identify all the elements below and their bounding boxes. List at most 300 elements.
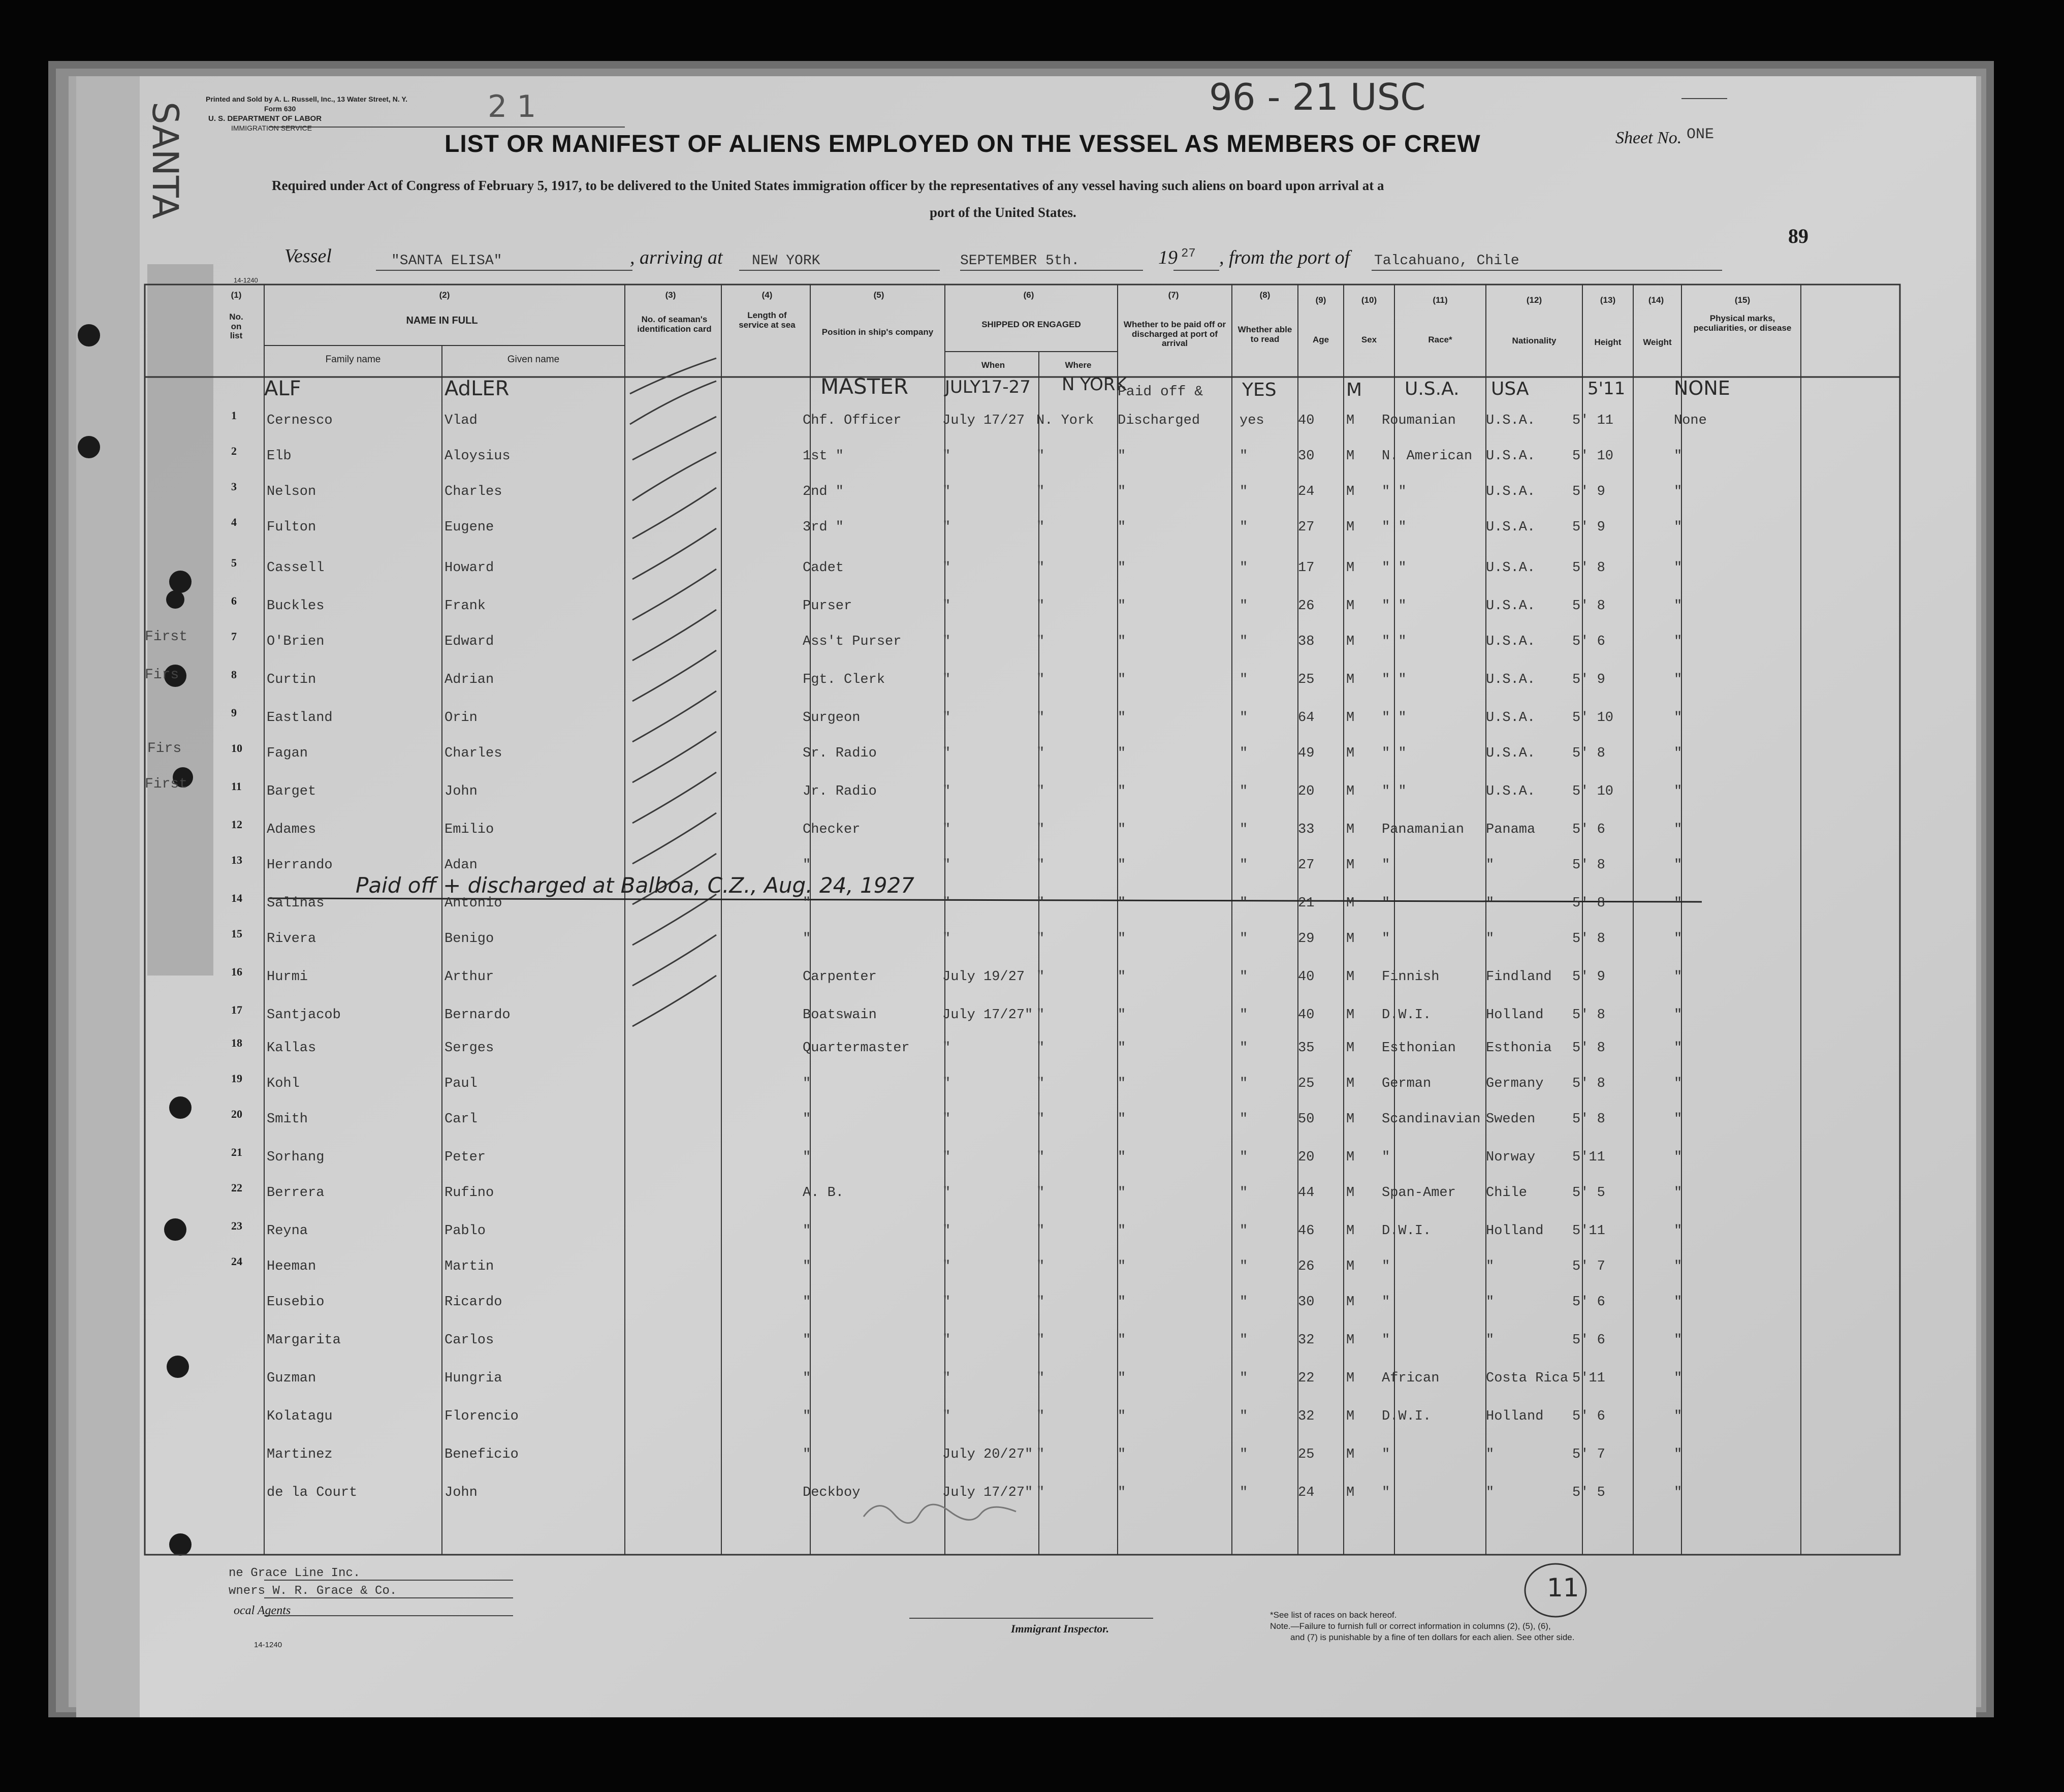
cell-age: 50 [1298,1112,1315,1127]
cell-shipped-where: " [1036,896,1045,911]
cell-sex: M [1346,822,1355,837]
cell-row-number: 19 [231,1072,242,1085]
cell-family-name: Cassell [267,560,325,576]
cell-able-to-read: " [1240,822,1248,837]
cell-height: 5' 10 [1572,449,1614,464]
from-label: , from the port of [1219,247,1350,268]
cell-position: " [803,858,811,873]
cell-nationality: " [1486,1259,1495,1274]
cell-position: Carpenter [803,969,877,985]
cell-row-number: 17 [231,1003,242,1016]
cell-able-to-read: " [1240,1371,1248,1386]
cell-sex: M [1346,1112,1355,1127]
cell-given-name: Serges [444,1041,494,1056]
col-num-11: (11) [1433,295,1448,305]
cell-position: " [803,1295,811,1310]
cell-able-to-read: " [1240,1041,1248,1056]
master-given: AdLER [444,377,510,400]
cell-nationality: U.S.A. [1486,710,1536,726]
col-num-14: (14) [1648,295,1664,305]
cell-race: " [1382,858,1390,873]
cell-able-to-read: " [1240,1485,1248,1500]
cell-age: 46 [1298,1223,1315,1239]
cell-paid-off: " [1118,746,1126,761]
cell-physical-marks: " [1674,484,1682,499]
department: U. S. DEPARTMENT OF LABOR [208,114,322,123]
cell-shipped-where: " [1036,599,1045,614]
master-nationality: USA [1491,379,1529,399]
cell-age: 64 [1298,710,1315,726]
cell-paid-off: " [1118,1371,1126,1386]
cell-physical-marks: " [1674,1112,1682,1127]
cell-given-name: Edward [444,634,494,649]
cell-able-to-read: " [1240,746,1248,761]
cell-paid-off: " [1118,1112,1126,1127]
cell-family-name: Reyna [267,1223,308,1239]
cell-shipped-when: " [942,784,951,799]
col12-header: Nationality [1512,336,1557,345]
cell-race: " [1382,1295,1390,1310]
cell-row-number: 16 [231,965,242,978]
cell-row-number: 12 [231,818,242,831]
cell-sex: M [1346,413,1355,428]
cell-family-name: Santjacob [267,1008,341,1023]
inspector-label: Immigrant Inspector. [1011,1622,1109,1635]
cell-height: 5' 5 [1572,1485,1605,1500]
cell-height: 5' 8 [1572,858,1605,873]
cell-shipped-when: " [942,1259,951,1274]
cell-nationality: Holland [1486,1008,1544,1023]
col-num-6: (6) [1023,290,1034,300]
cell-age: 25 [1298,672,1315,687]
master-paid: Paid off & [1118,384,1203,400]
cell-race: Finnish [1382,969,1440,985]
cell-height: 5' 10 [1572,784,1614,799]
cell-shipped-where: " [1036,484,1045,499]
cell-shipped-where: " [1036,822,1045,837]
cell-nationality: Norway [1486,1150,1536,1165]
cell-physical-marks: " [1674,822,1682,837]
cell-height: 5' 9 [1572,484,1605,499]
footer-note-1: *See list of races on back hereof. [1270,1610,1397,1620]
cell-physical-marks: " [1674,599,1682,614]
cell-shipped-where: " [1036,858,1045,873]
cell-paid-off: " [1118,672,1126,687]
cell-physical-marks: " [1674,1223,1682,1239]
cell-row-number: 13 [231,854,242,866]
footer-form-code: 14-1240 [254,1641,282,1649]
cell-physical-marks: " [1674,1185,1682,1201]
col-num-10: (10) [1361,295,1377,305]
col-num-5: (5) [873,290,884,300]
cell-given-name: Frank [444,599,486,614]
cell-sex: M [1346,1041,1355,1056]
cell-given-name: Carlos [444,1333,494,1348]
cell-shipped-when: " [942,1223,951,1239]
cell-paid-off: " [1118,449,1126,464]
cell-physical-marks: " [1674,1295,1682,1310]
cell-age: 32 [1298,1333,1315,1348]
from-port: Talcahuano, Chile [1374,253,1519,269]
cell-given-name: Benigo [444,931,494,947]
cell-paid-off: " [1118,560,1126,576]
cell-given-name: Bernardo [444,1008,511,1023]
cell-age: 25 [1298,1076,1315,1091]
col15-header: Physical marks, peculiarities, or disease [1693,313,1792,333]
owners-line: wners W. R. Grace & Co. [229,1584,397,1598]
cell-race: " " [1382,634,1407,649]
cell-age: 33 [1298,822,1315,837]
col-num-2: (2) [439,290,450,300]
cell-height: 5'11 [1572,1223,1605,1239]
cell-height: 5' 6 [1572,1409,1605,1424]
cell-shipped-where: " [1036,520,1045,535]
cell-shipped-when: " [942,1371,951,1386]
cell-height: 5' 7 [1572,1447,1605,1462]
cell-paid-off: " [1118,634,1126,649]
cell-able-to-read: " [1240,1295,1248,1310]
cell-given-name: Antonio [444,896,502,911]
cell-paid-off: " [1118,1259,1126,1274]
cell-given-name: Martin [444,1259,494,1274]
col11-header: Race* [1428,335,1452,344]
cell-shipped-when: " [942,710,951,726]
cell-height: 5' 9 [1572,672,1605,687]
cell-paid-off: Discharged [1118,413,1200,428]
cell-shipped-when: July 17/27" [942,1485,1033,1500]
cell-shipped-where: " [1036,560,1045,576]
cell-position: A. B. [803,1185,844,1201]
cell-shipped-where: " [1036,746,1045,761]
cell-race: " " [1382,520,1407,535]
cell-position: Chf. Officer [803,413,902,428]
cell-shipped-when: July 20/27" [942,1447,1033,1462]
form-code: 14-1240 [234,276,258,284]
cell-shipped-where: " [1036,1076,1045,1091]
col4-header: Length of service at sea [739,310,796,330]
cell-shipped-when: " [942,1041,951,1056]
cell-age: 26 [1298,599,1315,614]
cell-given-name: Adrian [444,672,494,687]
cell-row-number: 4 [231,516,237,528]
cell-nationality: " [1486,1295,1495,1310]
col-num-15: (15) [1734,295,1751,305]
master-family: ALF [264,377,301,400]
cell-race: " [1382,1150,1390,1165]
cell-given-name: Emilio [444,822,494,837]
cell-age: 40 [1298,413,1315,428]
cell-shipped-where: " [1036,1333,1045,1348]
cell-age: 30 [1298,1295,1315,1310]
cell-shipped-when: " [942,599,951,614]
cell-race: " [1382,1259,1390,1274]
cell-row-number: 2 [231,445,237,457]
cell-able-to-read: " [1240,931,1248,947]
cell-race: Scandinavian [1382,1112,1481,1127]
cell-physical-marks: " [1674,969,1682,985]
cell-paid-off: " [1118,784,1126,799]
cell-position: " [803,1371,811,1386]
cell-given-name: Pablo [444,1223,486,1239]
cell-paid-off: " [1118,599,1126,614]
cell-shipped-when: " [942,1150,951,1165]
cell-nationality: Esthonia [1486,1041,1552,1056]
cell-height: 5' 8 [1572,931,1605,947]
cell-age: 24 [1298,1485,1315,1500]
subtitle-line-2: port of the United States. [930,205,1076,220]
cell-race: African [1382,1371,1440,1386]
margin-note-3: Firs [147,741,182,757]
cell-race: German [1382,1076,1432,1091]
cell-family-name: Curtin [267,672,316,687]
cell-age: 21 [1298,896,1315,911]
cell-family-name: Hurmi [267,969,308,985]
cell-nationality: U.S.A. [1486,484,1536,499]
family-name-header: Family name [325,354,381,365]
cell-sex: M [1346,896,1355,911]
cell-shipped-when: " [942,931,951,947]
cell-position: Deckboy [803,1485,861,1500]
cell-family-name: Berrera [267,1185,325,1201]
cell-age: 32 [1298,1409,1315,1424]
cell-paid-off: " [1118,520,1126,535]
cell-nationality: " [1486,858,1495,873]
cell-sex: M [1346,449,1355,464]
cell-given-name: Hungria [444,1371,502,1386]
cell-physical-marks: " [1674,1041,1682,1056]
cell-sex: M [1346,484,1355,499]
cell-age: 40 [1298,969,1315,985]
cell-shipped-when: July 17/27 [942,413,1025,428]
cell-nationality: Holland [1486,1223,1544,1239]
cell-race: " " [1382,484,1407,499]
cell-position: Boatswain [803,1008,877,1023]
damaged-area [147,264,213,976]
cell-physical-marks: " [1674,784,1682,799]
cell-position: " [803,1447,811,1462]
cell-physical-marks: " [1674,710,1682,726]
cell-sex: M [1346,560,1355,576]
company-line: ne Grace Line Inc. [229,1566,361,1580]
cell-family-name: Rivera [267,931,316,947]
cell-shipped-where: " [1036,710,1045,726]
cell-shipped-where: " [1036,1485,1045,1500]
cell-able-to-read: " [1240,449,1248,464]
cell-given-name: Charles [444,746,502,761]
spine-lettering: SANTA [144,102,186,219]
col14-header: Weight [1643,337,1672,347]
cell-nationality: U.S.A. [1486,746,1536,761]
cell-able-to-read: " [1240,784,1248,799]
cell-paid-off: " [1118,1008,1126,1023]
cell-given-name: Rufino [444,1185,494,1201]
cell-family-name: Nelson [267,484,316,499]
cell-family-name: Herrando [267,858,333,873]
cell-position: 3rd " [803,520,844,535]
cell-given-name: John [444,1485,478,1500]
cell-age: 17 [1298,560,1315,576]
when-header: When [981,360,1005,370]
discharge-note: Paid off + discharged at Balboa, C.Z., Aug. 24, 1927 [356,873,914,898]
cell-row-number: 3 [231,480,237,493]
cell-sex: M [1346,1409,1355,1424]
cell-age: 30 [1298,449,1315,464]
cell-shipped-when: " [942,634,951,649]
cell-shipped-where: " [1036,634,1045,649]
col6-header: SHIPPED OR ENGAGED [981,320,1081,329]
cell-family-name: Guzman [267,1371,316,1386]
cell-row-number: 18 [231,1036,242,1049]
cell-physical-marks: " [1674,1333,1682,1348]
cell-able-to-read: " [1240,896,1248,911]
cell-row-number: 7 [231,630,237,643]
binding-strip [76,76,140,1717]
cell-race: " [1382,896,1390,911]
cell-shipped-where: " [1036,1447,1045,1462]
cell-paid-off: " [1118,1485,1126,1500]
annotation-top: 96 - 21 USC [1209,76,1426,118]
cell-height: 5' 11 [1572,413,1614,428]
cell-nationality: U.S.A. [1486,634,1536,649]
cell-nationality: Holland [1486,1409,1544,1424]
cell-race: " " [1382,746,1407,761]
cell-shipped-when: July 19/27 [942,969,1025,985]
cell-paid-off: " [1118,896,1126,911]
cell-height: 5' 8 [1572,1076,1605,1091]
cell-race: " [1382,1447,1390,1462]
cell-sex: M [1346,1150,1355,1165]
cell-race: Panamanian [1382,822,1465,837]
form-number: Form 630 [264,105,296,113]
cell-physical-marks: " [1674,931,1682,947]
cell-sex: M [1346,1333,1355,1348]
cell-position: Purser [803,599,852,614]
cell-paid-off: " [1118,1333,1126,1348]
cell-nationality: U.S.A. [1486,560,1536,576]
cell-height: 5' 6 [1572,1295,1605,1310]
col-num-1: (1) [231,290,242,300]
cell-height: 5' 9 [1572,520,1605,535]
cell-paid-off: " [1118,1409,1126,1424]
cell-shipped-where: " [1036,449,1045,464]
cell-nationality: " [1486,1333,1495,1348]
cell-age: 27 [1298,520,1315,535]
cell-age: 29 [1298,931,1315,947]
cell-shipped-where: " [1036,1150,1045,1165]
cell-able-to-read: " [1240,710,1248,726]
year-prefix: 19 [1158,247,1178,268]
cell-shipped-when: " [942,484,951,499]
cell-family-name: Buckles [267,599,325,614]
cell-physical-marks: " [1674,1409,1682,1424]
cell-age: 24 [1298,484,1315,499]
cell-family-name: Fagan [267,746,308,761]
cell-paid-off: " [1118,969,1126,985]
cell-row-number: 1 [231,409,237,422]
cell-family-name: Adames [267,822,316,837]
cell-race: " " [1382,560,1407,576]
cell-position: " [803,1259,811,1274]
cell-position: " [803,896,811,911]
cell-nationality: Sweden [1486,1112,1536,1127]
cell-sex: M [1346,1076,1355,1091]
cell-sex: M [1346,969,1355,985]
cell-given-name: Florencio [444,1409,519,1424]
cell-height: 5' 8 [1572,896,1605,911]
cell-able-to-read: " [1240,599,1248,614]
cell-given-name: Howard [444,560,494,576]
where-header: Where [1065,360,1092,370]
cell-family-name: Sorhang [267,1150,325,1165]
cell-row-number: 10 [231,742,242,754]
master-sex: M [1346,380,1362,400]
cell-shipped-when: " [942,672,951,687]
cell-race: " " [1382,784,1407,799]
cell-race: " [1382,1485,1390,1500]
cell-able-to-read: " [1240,1076,1248,1091]
cell-position: Jr. Radio [803,784,877,799]
cell-sex: M [1346,784,1355,799]
cell-given-name: Vlad [444,413,478,428]
given-name-header: Given name [507,354,560,365]
cell-position: " [803,931,811,947]
cell-given-name: John [444,784,478,799]
cell-family-name: Heeman [267,1259,316,1274]
cell-able-to-read: " [1240,520,1248,535]
cell-shipped-when: " [942,1409,951,1424]
arrival-port: NEW YORK [752,253,820,269]
master-marks: NONE [1674,377,1730,399]
cell-shipped-where: N. York [1036,413,1094,428]
cell-sex: M [1346,1008,1355,1023]
master-position: MASTER [820,374,909,399]
cell-height: 5' 6 [1572,822,1605,837]
cell-race: " " [1382,672,1407,687]
printer-line: Printed and Sold by A. L. Russell, Inc., 13 Water Street, N. Y. [206,95,408,103]
margin-note-4: First [145,776,188,792]
cell-sex: M [1346,1185,1355,1201]
cell-row-number: 5 [231,556,237,569]
cell-row-number: 14 [231,892,242,904]
cell-shipped-where: " [1036,1008,1045,1023]
cell-sex: M [1346,520,1355,535]
cell-able-to-read: yes [1240,413,1264,428]
cell-position: Quartermaster [803,1041,910,1056]
cell-able-to-read: " [1240,858,1248,873]
cell-nationality: U.S.A. [1486,520,1536,535]
annotation-numeral: 2 1 [488,89,536,124]
cell-shipped-when: " [942,520,951,535]
cell-age: 26 [1298,1259,1315,1274]
cell-shipped-when: " [942,822,951,837]
master-where: N YORK [1062,374,1127,395]
cell-row-number: 23 [231,1219,242,1232]
cell-able-to-read: " [1240,634,1248,649]
cell-race: N. American [1382,449,1473,464]
cell-paid-off: " [1118,1041,1126,1056]
cell-given-name: Beneficio [444,1447,519,1462]
cell-race: D.W.I. [1382,1409,1432,1424]
cell-physical-marks: " [1674,1259,1682,1274]
cell-family-name: Smith [267,1112,308,1127]
cell-paid-off: " [1118,931,1126,947]
col10-header: Sex [1361,335,1377,344]
col-num-3: (3) [665,290,676,300]
cell-shipped-where: " [1036,1371,1045,1386]
col7-header: Whether to be paid off or discharged at port of arrival [1123,320,1226,349]
cell-given-name: Charles [444,484,502,499]
cell-height: 5' 9 [1572,969,1605,985]
